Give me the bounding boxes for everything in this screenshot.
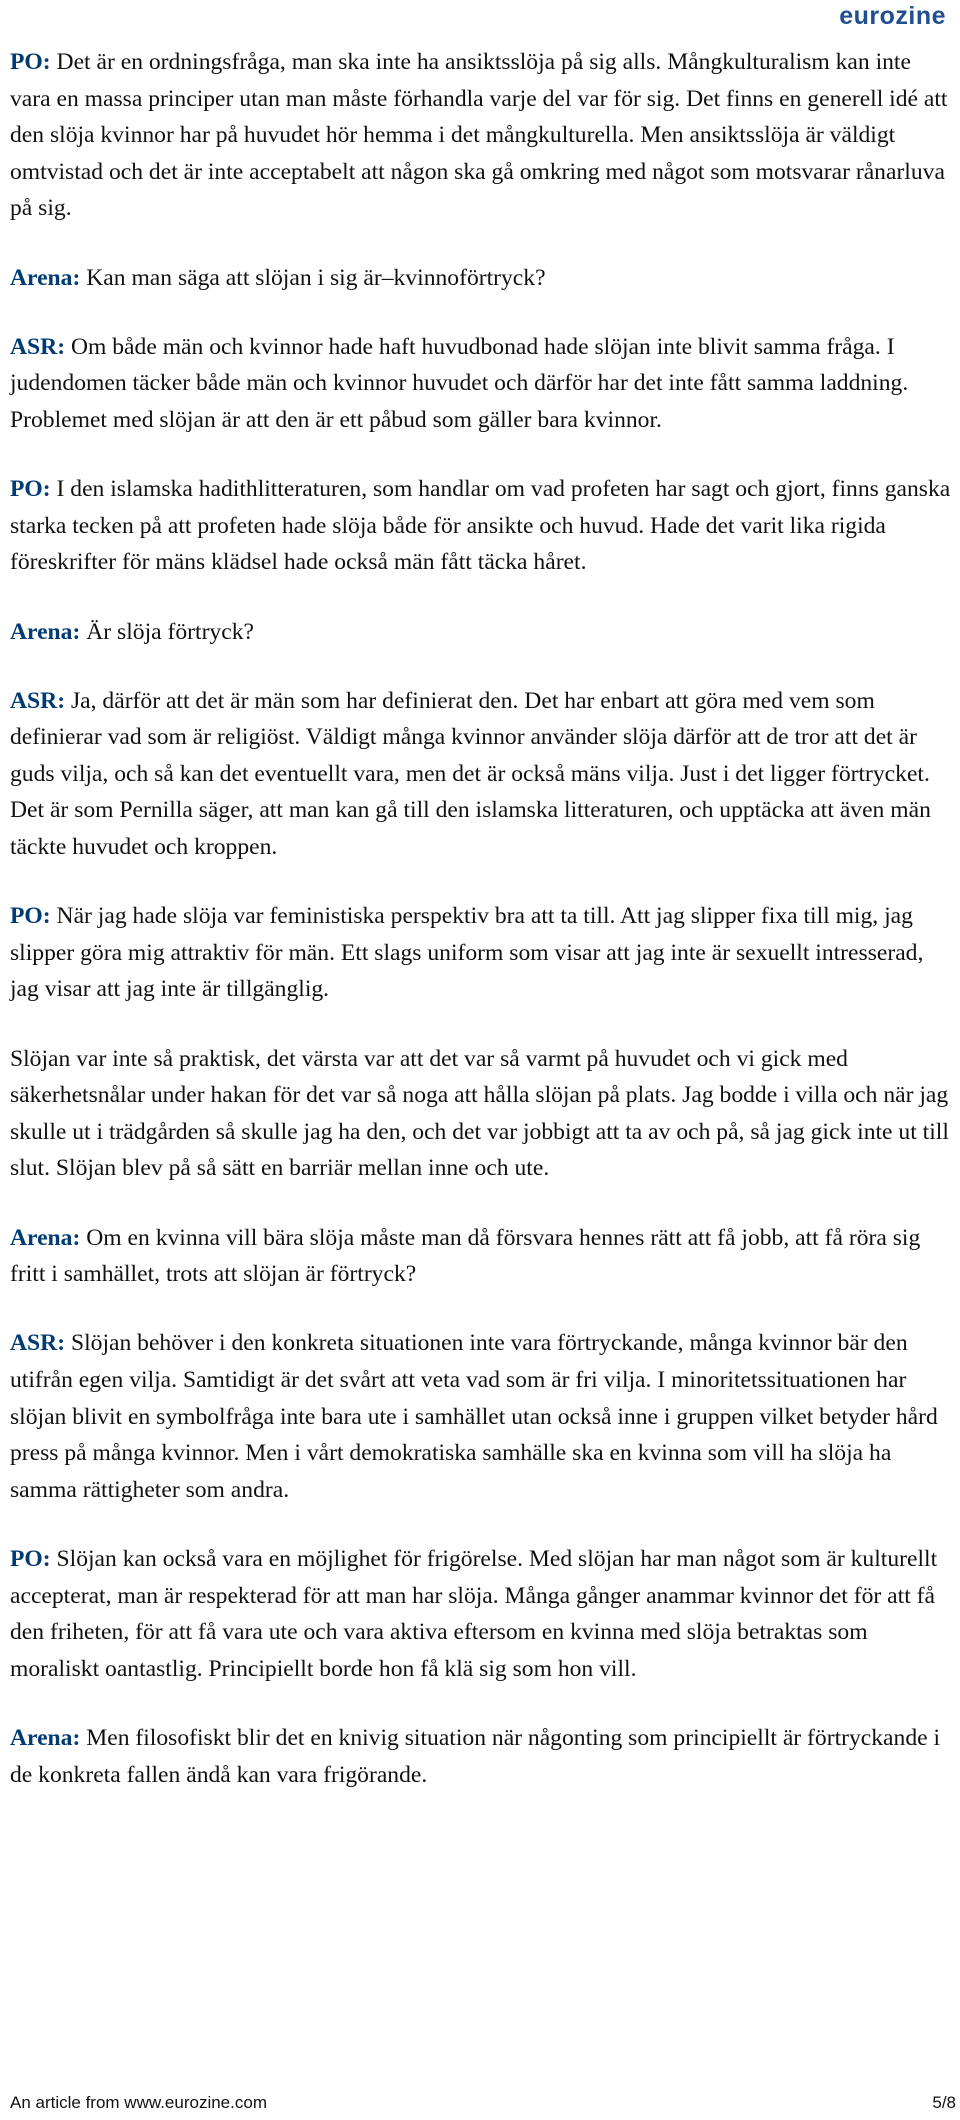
paragraph-text: Slöjan kan också vara en möjlighet för frigörelse. Med slöjan har man något som är kulturellt accepterat, man är respekterad för att man har slöja. Många gånger anammar kvinnor det för att få den friheten, för att få vara ute och vara aktiva eftersom en kvinna med slöja betraktas som moraliskt oantastlig. Principiellt borde hon få klä sig som hon vill. [10, 1545, 938, 1682]
paragraph [10, 1220, 955, 1293]
paragraph-text: Om en kvinna vill bära slöja måste man då försvara hennes rätt att få jobb, att få röra sig fritt i samhället, trots att slöjan är förtryck? [10, 1224, 921, 1288]
speaker-label: ASR: [10, 687, 66, 714]
speaker-label: Arena: [10, 1724, 81, 1751]
paragraph [10, 683, 955, 866]
paragraph [10, 614, 955, 651]
paragraph-text: När jag hade slöja var feministiska perspektiv bra att ta till. Att jag slipper fixa till mig, jag slipper göra mig attraktiv för män. Ett slags uniform som visar att jag inte är sexuellt intresserad, jag visar att jag inte är tillgänglig. [10, 903, 924, 1003]
page-number: 5/8 [932, 2093, 956, 2112]
paragraph-text: Kan man säga att slöjan i sig är–kvinnoförtryck? [86, 264, 546, 291]
paragraph-text: Om både män och kvinnor hade haft huvudbonad hade slöjan inte blivit samma fråga. I judendomen täcker både män och kvinnor huvudet och därför har det inte fått samma laddning. Problemet med slöjan är att den är ett påbud som gäller bara kvinnor. [10, 333, 909, 433]
speaker-label: ASR: [10, 1330, 66, 1357]
paragraph [10, 898, 955, 1008]
paragraph [10, 1325, 955, 1508]
paragraph-text: I den islamska hadithlitteraturen, som handlar om vad profeten har sagt och gjort, finns ganska starka tecken på att profeten hade slöja både för ansikte och huvud. Hade det varit lika rigida föreskrifter för mäns klädsel hade också män fått täcka håret. [10, 476, 951, 576]
paragraph-text: Slöjan behöver i den konkreta situationen inte vara förtryckande, många kvinnor bär den utifrån egen vilja. Samtidigt är det svårt att veta vad som är fri vilja. I minoritetssituationen har slöjan blivit en symbolfråga inte bara ute i samhället utan också inne i gruppen vilket betyder hård press på många kvinnor. Men i vårt demokratiska samhälle ska en kvinna som vill ha slöja ha samma rättigheter som andra. [10, 1330, 938, 1503]
speaker-label: PO: [10, 1545, 51, 1572]
paragraph-text: Slöjan var inte så praktisk, det värsta var att det var så varmt på huvudet och vi gick med säkerhetsnålar under hakan för det var så noga att hålla slöjan på plats. Jag bodde i villa och när jag skulle ut i trädgården så skulle jag ha den, och det var jobbigt att ta av och på, så jag gick inte ut till slut. Slöjan blev på så sätt en barriär mellan inne och ute. [10, 1045, 949, 1182]
speaker-label: PO: [10, 49, 51, 75]
footer-source: An article from www.eurozine.com [10, 2093, 267, 2112]
speaker-label: PO: [10, 903, 51, 930]
speaker-label: Arena: [10, 1224, 81, 1251]
paragraph [10, 1541, 955, 1687]
paragraph-text: Är slöja förtryck? [86, 618, 254, 645]
paragraph-text: Ja, därför att det är män som har definierat den. Det har enbart att göra med vem som definierar vad som är religiöst. Väldigt många kvinnor använder slöja därför att de tror att det är guds vilja, och så kan det eventuellt vara, men det är också mäns vilja. Just i det ligger förtrycket. Det är som Pernilla säger, att man kan gå till den islamska litteraturen, och upptäcka att även män täckte huvudet och kroppen. [10, 687, 931, 861]
speaker-label: PO: [10, 476, 51, 503]
eurozine-logo: eurozine [839, 2, 946, 30]
speaker-label: Arena: [10, 618, 81, 645]
paragraph [10, 1720, 955, 1793]
article-body [10, 44, 955, 1826]
paragraph [10, 471, 955, 581]
speaker-label: ASR: [10, 333, 66, 360]
paragraph [10, 260, 955, 297]
paragraph [10, 44, 955, 227]
paragraph [10, 329, 955, 439]
speaker-label: Arena: [10, 264, 81, 291]
paragraph-text: Men filosofiskt blir det en knivig situation när någonting som principiellt är förtryckande i de konkreta fallen ändå kan vara frigörande. [10, 1724, 941, 1788]
paragraph [10, 1041, 955, 1187]
paragraph-text: Det är en ordningsfråga, man ska inte ha ansiktsslöja på sig alls. Mångkulturalism kan inte vara en massa principer utan man måste förhandla varje del var för sig. Det finns en generell idé att den slöja kvinnor har på huvudet hör hemma i det mångkulturella. Men ansiktsslöja är väldigt omtvistad och det är inte acceptabelt att någon ska gå omkring med något som motsvarar rånarluva på sig. [10, 49, 948, 222]
